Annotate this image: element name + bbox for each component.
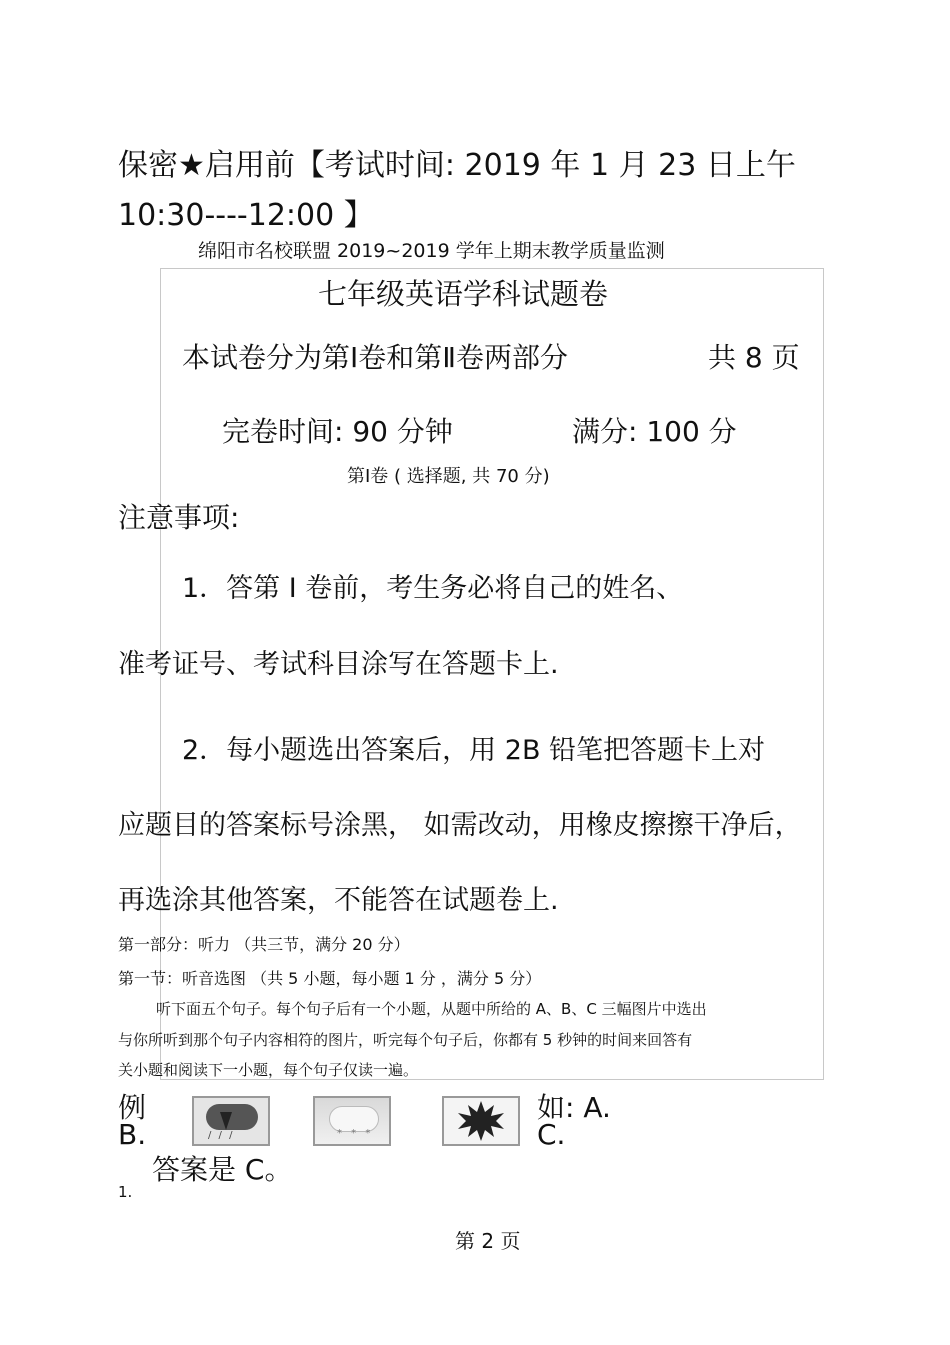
instruction-line2: 与你所听到那个句子内容相符的图片，听完每个句子后，你都有 5 秒钟的时间来回答有 bbox=[118, 1031, 693, 1049]
example-ru-a: 如: A. bbox=[537, 1091, 611, 1124]
paper-time: 完卷时间: 90 分钟 bbox=[222, 415, 453, 448]
example-li: 例 bbox=[118, 1091, 147, 1124]
example-answer: 答案是 C。 bbox=[152, 1153, 293, 1186]
notes-item1-line1: 1．答第 Ⅰ 卷前，考生务必将自己的姓名、 bbox=[182, 573, 684, 604]
page-number: 第 2 页 bbox=[455, 1229, 521, 1253]
listening-part: 第一部分：听力 （共三节，满分 20 分） bbox=[118, 935, 410, 954]
paper-parts: 本试卷分为第Ⅰ卷和第Ⅱ卷两部分 bbox=[182, 341, 569, 374]
notes-item2-line3: 再选涂其他答案，不能答在试题卷上. bbox=[118, 885, 559, 916]
notes-item2-line2: 应题目的答案标号涂黑， 如需改动，用橡皮擦擦干净后， bbox=[118, 810, 802, 841]
section-title: 第Ⅰ卷 ( 选择题, 共 70 分) bbox=[347, 466, 550, 487]
thunderstorm-icon: / / / bbox=[192, 1096, 270, 1146]
header-org: 绵阳市名校联盟 2019~2019 学年上期末教学质量监测 bbox=[198, 240, 665, 262]
sun-icon bbox=[442, 1096, 520, 1146]
snow-cloud-icon: * * * bbox=[313, 1096, 391, 1146]
example-c-label: C. bbox=[537, 1118, 566, 1151]
notes-item1-line2: 准考证号、考试科目涂写在答题卡上. bbox=[118, 649, 559, 680]
question-1: 1. bbox=[118, 1183, 133, 1201]
paper-title: 七年级英语学科试题卷 bbox=[318, 277, 609, 311]
notes-heading: 注意事项: bbox=[118, 501, 240, 534]
instruction-line1: 听下面五个句子。每个句子后有一个小题，从题中所给的 A、B、C 三幅图片中选出 bbox=[156, 1000, 707, 1018]
header-line1: 保密★启用前【考试时间: 2019 年 1 月 23 日上午 bbox=[118, 148, 796, 183]
header-line2: 10:30----12:00 】 bbox=[118, 198, 374, 233]
paper-pages: 共 8 页 bbox=[708, 341, 800, 374]
notes-item2-line1: 2．每小题选出答案后，用 2B 铅笔把答题卡上对 bbox=[182, 735, 766, 766]
listening-section: 第一节：听音选图 （共 5 小题，每小题 1 分 ，满分 5 分） bbox=[118, 969, 542, 988]
example-b-label: B. bbox=[118, 1118, 147, 1151]
paper-score: 满分: 100 分 bbox=[572, 415, 737, 448]
instruction-line3: 关小题和阅读下一小题，每个句子仅读一遍。 bbox=[118, 1061, 419, 1079]
